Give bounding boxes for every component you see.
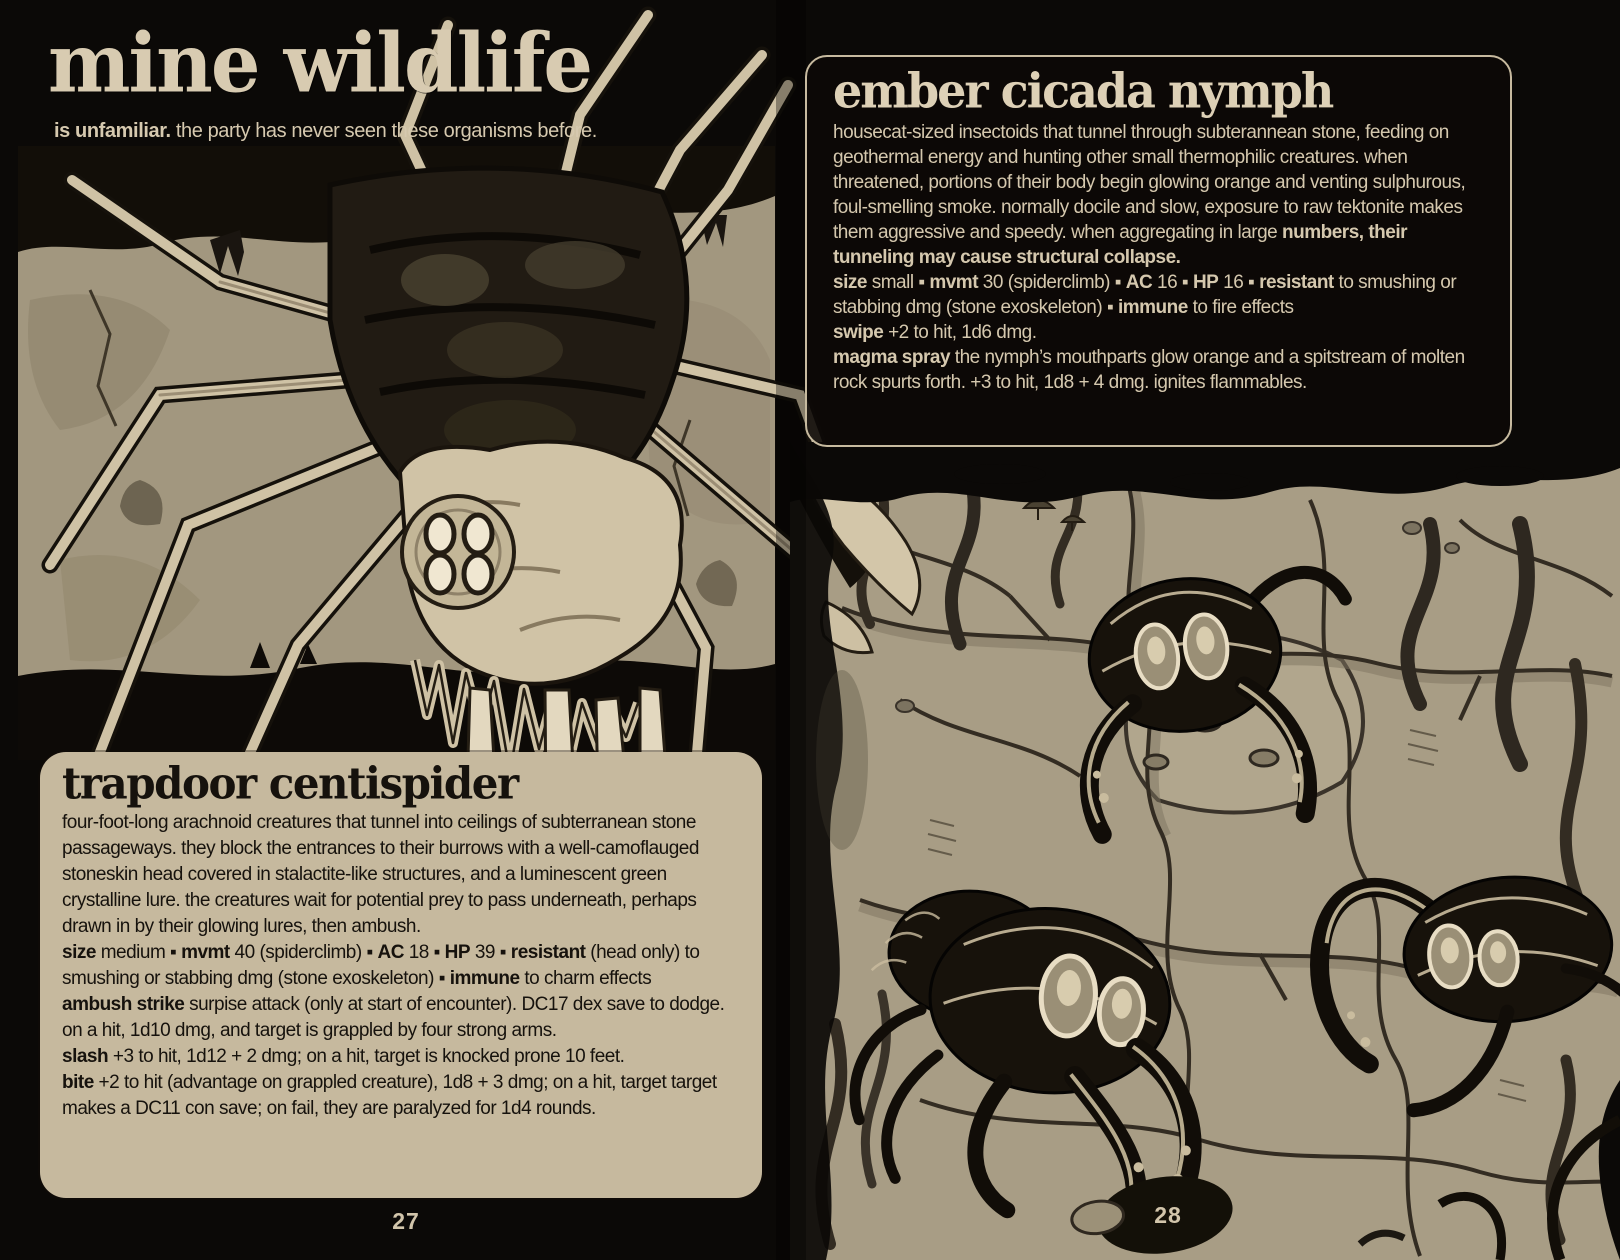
ability-slash: slash +3 to hit, 1d12 + 2 dmg; on a hit, target is knocked prone 10 feet. [62,1046,625,1068]
creature-description: housecat-sized insectoids that tunnel through subterannean stone, feeding on geothermal energy and hunting other small thermophilic creatures. when threatened, portions of their body begin glowing orange and venting sulphurous, foul-smelling smoke. normally docile and slow, exposure to raw tektonite makes them aggressive and speedy. when aggregating in large numbers, their tunneling may cause structural collapse. [833,121,1466,268]
ability-magma-spray: magma spray the nymph’s mouthparts glow orange and a spitstream of molten rock spurts forth. +3 to hit, 1d8 + 4 dmg. ignites flammables. [833,346,1465,393]
ember-cicada-nymph-statblock [805,55,1512,447]
creature-name-ember-cicada-nymph: ember cicada nymph [833,62,1333,120]
ability-bite: bite +2 to hit (advantage on grappled creature), 1d8 + 3 dmg; on a hit, target target makes a DC11 con save; on fail, they are paralyzed for 1d4 rounds. [62,1072,717,1120]
page-number-right: 28 [1154,1202,1182,1228]
section-subtitle: is unfamiliar. the party has never seen these organisms before. [54,120,597,142]
creature-stat-line: size medium ▪ mvmt 40 (spiderclimb) ▪ AC 18 ▪ HP 39 ▪ resistant (head only) to smushing or stabbing dmg (stone exoskeleton) ▪ immune to charm effects [62,942,700,990]
creature-name-trapdoor-centispider: trapdoor centispider [62,757,518,809]
page-number-left: 27 [392,1208,420,1234]
trapdoor-centispider-statblock [40,752,762,1198]
spine-gutter [776,0,806,1260]
creature-stat-line: size small ▪ mvmt 30 (spiderclimb) ▪ AC 16 ▪ HP 16 ▪ resistant to smushing or stabbing dmg (stone exoskeleton) ▪ immune to fire effects [833,271,1457,318]
ability-ambush-strike: ambush strike surpise attack (only at start of encounter). DC17 dex save to dodge. on a hit, 1d10 dmg, and target is grappled by four strong arms. [62,994,725,1042]
creature-description: four-foot-long arachnoid creatures that tunnel into ceilings of subterranean stone passageways. they block the entrances to their burrows with a well-camoflauged stoneskin head covered in stalactite-like structures, and a luminescent green crystalline lure. the creatures wait for potential prey to pass underneath, perhaps drawn in by their glowing lures, then ambush. [62,812,699,938]
ability-swipe: swipe +2 to hit, 1d6 dmg. [833,321,1037,343]
section-title: mine wildlife [48,16,592,112]
cicada-illustration [790,442,1620,1260]
